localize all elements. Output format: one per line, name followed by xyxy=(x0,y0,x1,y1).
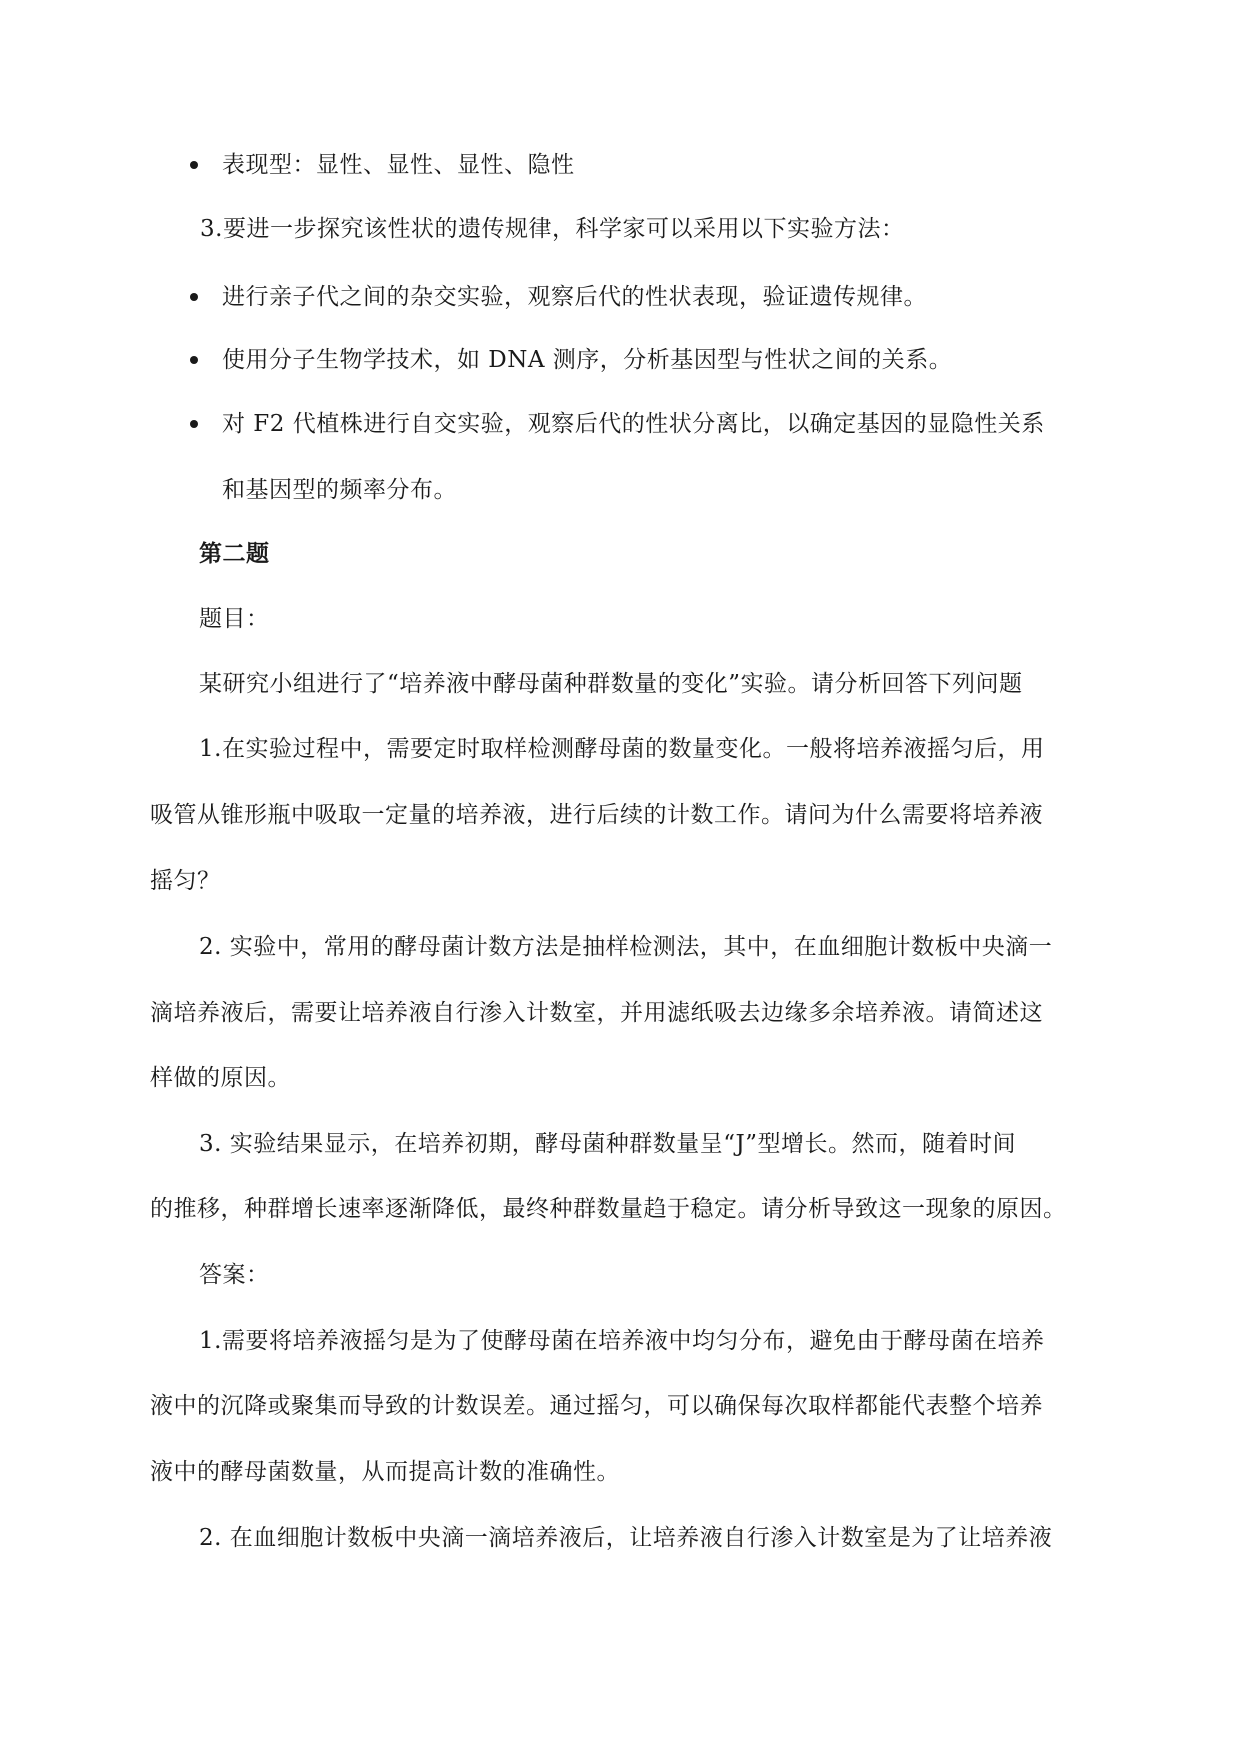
bullet-icon xyxy=(190,161,198,169)
answer-1-line: 液中的沉降或聚集而导致的计数误差。通过摇匀，可以确保每次取样都能代表整个培养 xyxy=(150,1393,1043,1419)
bullet-icon xyxy=(190,420,198,428)
question-3-line: 3. 实验结果显示，在培养初期，酵母菌种群数量呈“J”型增长。然而，随着时间 xyxy=(199,1131,1016,1157)
bullet-item: 对 F2 代植株进行自交实验，观察后代的性状分离比，以确定基因的显隐性关系 xyxy=(222,411,1045,437)
answer-2-line: 2. 在血细胞计数板中央滴一滴培养液后，让培养液自行渗入计数室是为了让培养液 xyxy=(199,1525,1053,1551)
answer-1-line: 液中的酵母菌数量，从而提高计数的准确性。 xyxy=(150,1459,620,1485)
question-intro: 某研究小组进行了“培养液中酵母菌种群数量的变化”实验。请分析回答下列问题 xyxy=(199,671,1023,697)
question-3-line: 的推移，种群增长速率逐渐降低，最终种群数量趋于稳定。请分析导致这一现象的原因。 xyxy=(150,1196,1067,1222)
question-2-line: 样做的原因。 xyxy=(150,1065,291,1091)
question-1-line: 吸管从锥形瓶中吸取一定量的培养液，进行后续的计数工作。请问为什么需要将培养液 xyxy=(150,802,1043,828)
bullet-item: 使用分子生物学技术，如 DNA 测序，分析基因型与性状之间的关系。 xyxy=(222,347,953,373)
bullet-item: 表现型：显性、显性、显性、隐性 xyxy=(222,152,575,178)
answer-label: 答案： xyxy=(199,1262,270,1288)
question-2-line: 滴培养液后，需要让培养液自行渗入计数室，并用滤纸吸去边缘多余培养液。请简述这 xyxy=(150,1000,1043,1026)
answer-1-line: 1.需要将培养液摇匀是为了使酵母菌在培养液中均匀分布，避免由于酵母菌在培养 xyxy=(199,1328,1045,1354)
question-2-line: 2. 实验中，常用的酵母菌计数方法是抽样检测法，其中，在血细胞计数板中央滴一 xyxy=(199,934,1053,960)
bullet-item-continuation: 和基因型的频率分布。 xyxy=(222,477,457,503)
question-1-line: 摇匀？ xyxy=(150,868,221,894)
question-label: 题目： xyxy=(199,606,270,632)
bullet-icon xyxy=(190,356,198,364)
bullet-item: 进行亲子代之间的杂交实验，观察后代的性状表现，验证遗传规律。 xyxy=(222,284,927,310)
question-1-line: 1.在实验过程中，需要定时取样检测酵母菌的数量变化。一般将培养液摇匀后，用 xyxy=(199,736,1045,762)
numbered-item: 3.要进一步探究该性状的遗传规律，科学家可以采用以下实验方法： xyxy=(200,216,905,242)
bullet-icon xyxy=(190,293,198,301)
section-title: 第二题 xyxy=(199,540,270,567)
